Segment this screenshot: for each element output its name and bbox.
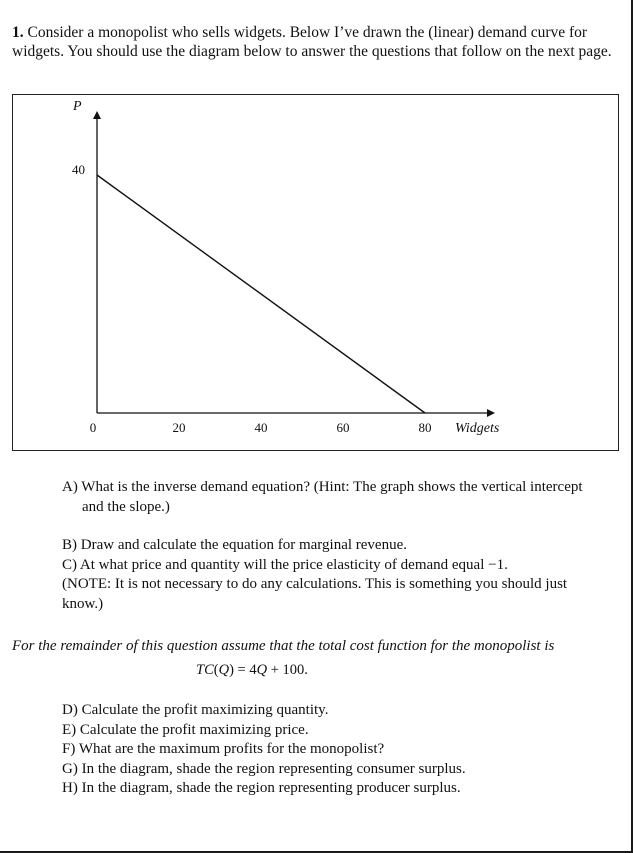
total-cost-equation: TC(Q) = 4Q + 100. [196, 662, 308, 678]
x-tick-label: 0 [89, 420, 97, 435]
question-line: G) In the diagram, shade the region representing consumer surplus. [62, 760, 466, 777]
question-line: B) Draw and calculate the equation for marginal revenue. [62, 537, 407, 553]
question-line-continued: and the slope.) [82, 498, 170, 515]
question-line: (NOTE: It is not necessary to do any calculations. This is something you should just [62, 576, 568, 592]
demand-diagram [12, 94, 619, 451]
x-tick-label: 40 [254, 420, 268, 435]
x-axis-label: Widgets [455, 421, 500, 436]
questions-d-to-h [62, 701, 610, 799]
demand-curve-line [97, 175, 425, 413]
question-number: 1. [12, 24, 24, 41]
question-intro-text: Consider a monopolist who sells widgets. Below I’ve drawn the (linear) demand curve for widgets. You should use the diagram below to answer the questions that follow on the next page. [12, 24, 612, 60]
question-line: F) What are the maximum profits for the monopolist? [62, 741, 385, 757]
x-tick-label: 20 [172, 420, 186, 435]
x-tick-label: 80 [418, 420, 432, 435]
x-tick-labels [90, 420, 432, 435]
question-intro [12, 23, 622, 61]
question-line: H) In the diagram, shade the region representing producer surplus. [62, 780, 461, 796]
question-line: D) Calculate the profit maximizing quantity. [62, 702, 329, 718]
questions-a-to-c [62, 478, 610, 614]
demand-chart [13, 95, 617, 449]
question-line: know.) [62, 595, 104, 612]
y-tick-label: 40 [72, 162, 85, 177]
series-group [97, 175, 425, 413]
y-axis-label: P [73, 99, 82, 114]
question-line: C) At what price and quantity will the price elasticity of demand equal −1. [62, 556, 508, 573]
question-line: A) What is the inverse demand equation? (Hint: The graph shows the vertical intercept [62, 479, 583, 495]
spacer [62, 517, 610, 536]
question-line: E) Calculate the profit maximizing price. [62, 721, 309, 738]
remainder-statement: For the remainder of this question assume that the total cost function for the monopolist is [12, 638, 555, 654]
x-tick-label: 60 [336, 420, 350, 435]
y-tick-labels [72, 162, 85, 177]
